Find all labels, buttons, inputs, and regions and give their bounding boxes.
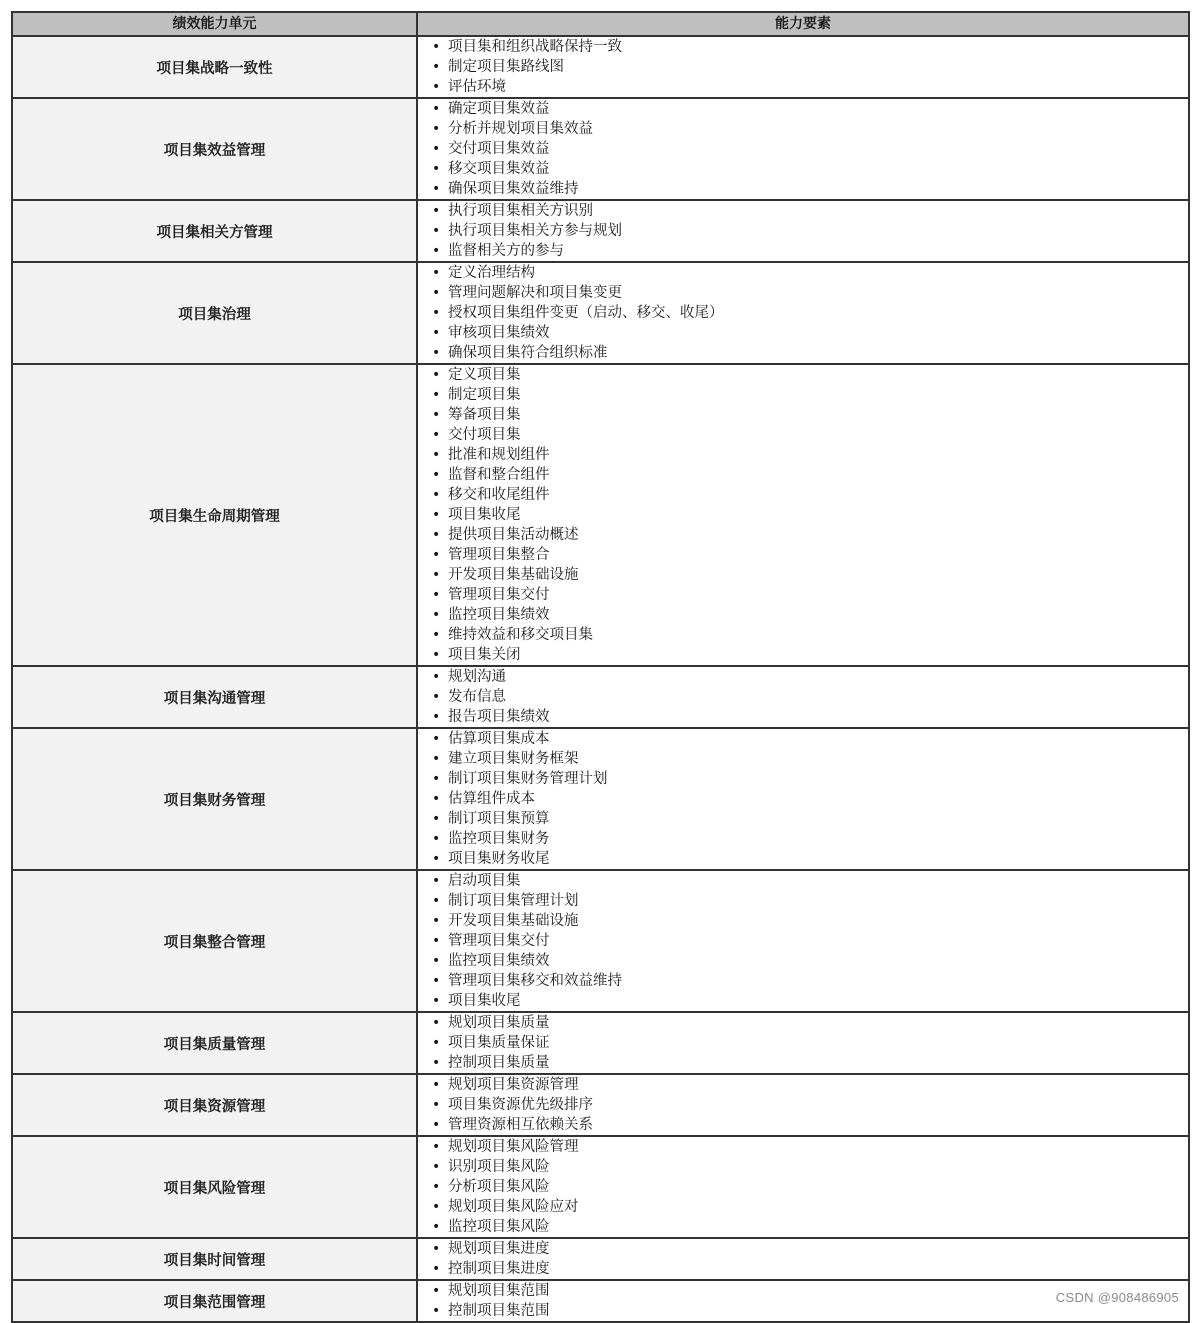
competency-unit-cell: 项目集质量管理 <box>12 1012 417 1074</box>
list-item <box>432 605 1188 625</box>
list-item <box>432 829 1188 849</box>
element-text: 项目集质量保证 <box>448 1035 550 1051</box>
bullet-icon: • <box>432 243 441 259</box>
list-item <box>432 343 1188 363</box>
bullet-icon: • <box>432 1219 441 1235</box>
table-row <box>12 36 1189 98</box>
competency-unit-cell: 项目集资源管理 <box>12 1074 417 1136</box>
list-item <box>432 445 1188 465</box>
bullet-icon: • <box>432 731 441 747</box>
element-text: 制定项目集 <box>448 387 521 403</box>
table-row <box>12 1280 1189 1322</box>
bullet-icon: • <box>432 771 441 787</box>
bullet-icon: • <box>432 831 441 847</box>
element-list <box>418 37 1188 97</box>
list-item <box>432 525 1188 545</box>
element-text: 项目集财务收尾 <box>448 851 550 867</box>
table-row <box>12 262 1189 364</box>
element-text: 制订项目集财务管理计划 <box>448 771 608 787</box>
element-text: 交付项目集效益 <box>448 141 550 157</box>
bullet-icon: • <box>432 1055 441 1071</box>
element-list <box>418 201 1188 261</box>
bullet-icon: • <box>432 811 441 827</box>
list-item <box>432 1095 1188 1115</box>
element-text: 确保项目集效益维持 <box>448 181 579 197</box>
header-unit: 绩效能力单元 <box>12 12 417 36</box>
bullet-icon: • <box>432 547 441 563</box>
list-item <box>432 1259 1188 1279</box>
element-text: 启动项目集 <box>448 873 521 889</box>
element-text: 控制项目集进度 <box>448 1261 550 1277</box>
competency-elements-cell <box>417 364 1189 666</box>
bullet-icon: • <box>432 285 441 301</box>
list-item <box>432 931 1188 951</box>
table-row <box>12 666 1189 728</box>
bullet-icon: • <box>432 1015 441 1031</box>
list-item <box>432 77 1188 97</box>
table-row <box>12 98 1189 200</box>
bullet-icon: • <box>432 467 441 483</box>
element-text: 维持效益和移交项目集 <box>448 627 593 643</box>
table-row <box>12 1238 1189 1280</box>
bullet-icon: • <box>432 953 441 969</box>
competency-unit-cell: 项目集沟通管理 <box>12 666 417 728</box>
list-item <box>432 645 1188 665</box>
bullet-icon: • <box>432 669 441 685</box>
element-text: 监控项目集绩效 <box>448 953 550 969</box>
list-item <box>432 1239 1188 1259</box>
element-list <box>418 99 1188 199</box>
element-text: 建立项目集财务框架 <box>448 751 579 767</box>
list-item <box>432 1115 1188 1135</box>
bullet-icon: • <box>432 1179 441 1195</box>
element-text: 移交和收尾组件 <box>448 487 550 503</box>
list-item <box>432 1053 1188 1073</box>
bullet-icon: • <box>432 1035 441 1051</box>
competency-elements-cell <box>417 262 1189 364</box>
element-text: 开发项目集基础设施 <box>448 913 579 929</box>
element-text: 控制项目集范围 <box>448 1303 550 1319</box>
bullet-icon: • <box>432 567 441 583</box>
list-item <box>432 139 1188 159</box>
competency-unit-cell: 项目集治理 <box>12 262 417 364</box>
list-item <box>432 991 1188 1011</box>
bullet-icon: • <box>432 507 441 523</box>
element-text: 监督和整合组件 <box>448 467 550 483</box>
element-list <box>418 1137 1188 1237</box>
element-list <box>418 667 1188 727</box>
competency-elements-cell <box>417 200 1189 262</box>
bullet-icon: • <box>432 345 441 361</box>
element-text: 评估环境 <box>448 79 506 95</box>
list-item <box>432 425 1188 445</box>
bullet-icon: • <box>432 1303 441 1319</box>
competency-unit-cell: 项目集范围管理 <box>12 1280 417 1322</box>
competency-unit-cell: 项目集相关方管理 <box>12 200 417 262</box>
element-text: 筹备项目集 <box>448 407 521 423</box>
element-text: 管理项目集移交和效益维持 <box>448 973 622 989</box>
performance-table-container <box>11 11 1188 1323</box>
list-item <box>432 37 1188 57</box>
bullet-icon: • <box>432 1199 441 1215</box>
bullet-icon: • <box>432 427 441 443</box>
list-item <box>432 1217 1188 1237</box>
bullet-icon: • <box>432 265 441 281</box>
competency-unit-cell: 项目集时间管理 <box>12 1238 417 1280</box>
element-text: 规划项目集风险应对 <box>448 1199 579 1215</box>
element-text: 确保项目集符合组织标准 <box>448 345 608 361</box>
competency-elements-cell <box>417 728 1189 870</box>
bullet-icon: • <box>432 873 441 889</box>
list-item <box>432 385 1188 405</box>
list-item <box>432 221 1188 241</box>
header-row <box>12 12 1189 36</box>
bullet-icon: • <box>432 709 441 725</box>
element-text: 估算项目集成本 <box>448 731 550 747</box>
competency-unit-cell: 项目集财务管理 <box>12 728 417 870</box>
competency-elements-cell <box>417 98 1189 200</box>
list-item <box>432 667 1188 687</box>
element-text: 分析项目集风险 <box>448 1179 550 1195</box>
bullet-icon: • <box>432 407 441 423</box>
element-text: 管理问题解决和项目集变更 <box>448 285 622 301</box>
bullet-icon: • <box>432 101 441 117</box>
table-row <box>12 1074 1189 1136</box>
list-item <box>432 1177 1188 1197</box>
list-item <box>432 789 1188 809</box>
element-text: 授权项目集组件变更（启动、移交、收尾） <box>448 305 724 321</box>
list-item <box>432 625 1188 645</box>
list-item <box>432 505 1188 525</box>
list-item <box>432 687 1188 707</box>
list-item <box>432 405 1188 425</box>
element-text: 确定项目集效益 <box>448 101 550 117</box>
element-text: 规划项目集范围 <box>448 1283 550 1299</box>
list-item <box>432 465 1188 485</box>
list-item <box>432 749 1188 769</box>
list-item <box>432 1197 1188 1217</box>
element-text: 制定项目集路线图 <box>448 59 564 75</box>
element-text: 规划沟通 <box>448 669 506 685</box>
element-text: 控制项目集质量 <box>448 1055 550 1071</box>
bullet-icon: • <box>432 223 441 239</box>
bullet-icon: • <box>432 141 441 157</box>
element-text: 批准和规划组件 <box>448 447 550 463</box>
bullet-icon: • <box>432 367 441 383</box>
element-text: 监控项目集财务 <box>448 831 550 847</box>
list-item <box>432 585 1188 605</box>
table-header <box>12 12 1189 36</box>
bullet-icon: • <box>432 791 441 807</box>
list-item <box>432 57 1188 77</box>
element-text: 交付项目集 <box>448 427 521 443</box>
bullet-icon: • <box>432 587 441 603</box>
element-text: 执行项目集相关方参与规划 <box>448 223 622 239</box>
element-text: 项目集和组织战略保持一致 <box>448 39 622 55</box>
performance-competency-table <box>11 11 1190 1323</box>
table-row <box>12 1136 1189 1238</box>
list-item <box>432 545 1188 565</box>
element-list <box>418 1075 1188 1135</box>
list-item <box>432 565 1188 585</box>
list-item <box>432 769 1188 789</box>
watermark: CSDN @908486905 <box>1055 1290 1179 1305</box>
bullet-icon: • <box>432 627 441 643</box>
list-item <box>432 1137 1188 1157</box>
element-text: 报告项目集绩效 <box>448 709 550 725</box>
element-text: 监控项目集风险 <box>448 1219 550 1235</box>
bullet-icon: • <box>432 203 441 219</box>
element-text: 规划项目集质量 <box>448 1015 550 1031</box>
header-elements: 能力要素 <box>417 12 1189 36</box>
list-item <box>432 119 1188 139</box>
list-item <box>432 303 1188 323</box>
list-item <box>432 201 1188 221</box>
bullet-icon: • <box>432 1261 441 1277</box>
element-list <box>418 263 1188 363</box>
list-item <box>432 729 1188 749</box>
bullet-icon: • <box>432 387 441 403</box>
list-item <box>432 809 1188 829</box>
list-item <box>432 871 1188 891</box>
bullet-icon: • <box>432 1077 441 1093</box>
element-text: 识别项目集风险 <box>448 1159 550 1175</box>
list-item <box>432 707 1188 727</box>
element-text: 项目集收尾 <box>448 507 521 523</box>
bullet-icon: • <box>432 993 441 1009</box>
bullet-icon: • <box>432 181 441 197</box>
list-item <box>432 283 1188 303</box>
bullet-icon: • <box>432 487 441 503</box>
competency-unit-cell: 项目集整合管理 <box>12 870 417 1012</box>
list-item <box>432 99 1188 119</box>
element-list <box>418 871 1188 1011</box>
competency-elements-cell <box>417 36 1189 98</box>
list-item <box>432 849 1188 869</box>
element-text: 管理项目集交付 <box>448 933 550 949</box>
competency-unit-cell: 项目集战略一致性 <box>12 36 417 98</box>
bullet-icon: • <box>432 39 441 55</box>
element-text: 管理项目集整合 <box>448 547 550 563</box>
bullet-icon: • <box>432 527 441 543</box>
bullet-icon: • <box>432 1283 441 1299</box>
list-item <box>432 179 1188 199</box>
element-text: 移交项目集效益 <box>448 161 550 177</box>
bullet-icon: • <box>432 1139 441 1155</box>
bullet-icon: • <box>432 1097 441 1113</box>
element-list <box>418 1239 1188 1279</box>
bullet-icon: • <box>432 1159 441 1175</box>
bullet-icon: • <box>432 851 441 867</box>
element-text: 管理项目集交付 <box>448 587 550 603</box>
list-item <box>432 241 1188 261</box>
table-row <box>12 200 1189 262</box>
list-item <box>432 263 1188 283</box>
element-text: 项目集资源优先级排序 <box>448 1097 593 1113</box>
element-text: 定义治理结构 <box>448 265 535 281</box>
list-item <box>432 485 1188 505</box>
bullet-icon: • <box>432 973 441 989</box>
table-row <box>12 364 1189 666</box>
bullet-icon: • <box>432 1241 441 1257</box>
element-list <box>418 365 1188 665</box>
element-text: 定义项目集 <box>448 367 521 383</box>
competency-unit-cell: 项目集风险管理 <box>12 1136 417 1238</box>
table-body <box>12 36 1189 1322</box>
bullet-icon: • <box>432 913 441 929</box>
table-row <box>12 1012 1189 1074</box>
element-text: 监控项目集绩效 <box>448 607 550 623</box>
list-item <box>432 1033 1188 1053</box>
element-text: 开发项目集基础设施 <box>448 567 579 583</box>
element-text: 审核项目集绩效 <box>448 325 550 341</box>
element-text: 规划项目集进度 <box>448 1241 550 1257</box>
competency-elements-cell <box>417 870 1189 1012</box>
element-text: 管理资源相互依赖关系 <box>448 1117 593 1133</box>
list-item <box>432 1157 1188 1177</box>
competency-elements-cell <box>417 1238 1189 1280</box>
list-item <box>432 1075 1188 1095</box>
competency-elements-cell <box>417 1074 1189 1136</box>
bullet-icon: • <box>432 121 441 137</box>
element-text: 监督相关方的参与 <box>448 243 564 259</box>
element-text: 项目集关闭 <box>448 647 521 663</box>
competency-elements-cell <box>417 1012 1189 1074</box>
element-list <box>418 1013 1188 1073</box>
bullet-icon: • <box>432 689 441 705</box>
competency-elements-cell <box>417 1136 1189 1238</box>
competency-unit-cell: 项目集效益管理 <box>12 98 417 200</box>
list-item <box>432 911 1188 931</box>
competency-unit-cell: 项目集生命周期管理 <box>12 364 417 666</box>
bullet-icon: • <box>432 647 441 663</box>
element-text: 规划项目集资源管理 <box>448 1077 579 1093</box>
bullet-icon: • <box>432 325 441 341</box>
bullet-icon: • <box>432 893 441 909</box>
list-item <box>432 323 1188 343</box>
element-text: 规划项目集风险管理 <box>448 1139 579 1155</box>
element-list <box>418 729 1188 869</box>
element-text: 估算组件成本 <box>448 791 535 807</box>
list-item <box>432 365 1188 385</box>
element-text: 制订项目集管理计划 <box>448 893 579 909</box>
competency-elements-cell <box>417 666 1189 728</box>
list-item <box>432 971 1188 991</box>
bullet-icon: • <box>432 79 441 95</box>
element-text: 制订项目集预算 <box>448 811 550 827</box>
table-row <box>12 870 1189 1012</box>
element-text: 执行项目集相关方识别 <box>448 203 593 219</box>
bullet-icon: • <box>432 1117 441 1133</box>
list-item <box>432 159 1188 179</box>
bullet-icon: • <box>432 751 441 767</box>
element-text: 提供项目集活动概述 <box>448 527 579 543</box>
bullet-icon: • <box>432 161 441 177</box>
list-item <box>432 1013 1188 1033</box>
element-text: 发布信息 <box>448 689 506 705</box>
list-item <box>432 891 1188 911</box>
element-text: 分析并规划项目集效益 <box>448 121 593 137</box>
bullet-icon: • <box>432 607 441 623</box>
bullet-icon: • <box>432 59 441 75</box>
table-row <box>12 728 1189 870</box>
bullet-icon: • <box>432 305 441 321</box>
bullet-icon: • <box>432 933 441 949</box>
bullet-icon: • <box>432 447 441 463</box>
element-text: 项目集收尾 <box>448 993 521 1009</box>
list-item <box>432 951 1188 971</box>
